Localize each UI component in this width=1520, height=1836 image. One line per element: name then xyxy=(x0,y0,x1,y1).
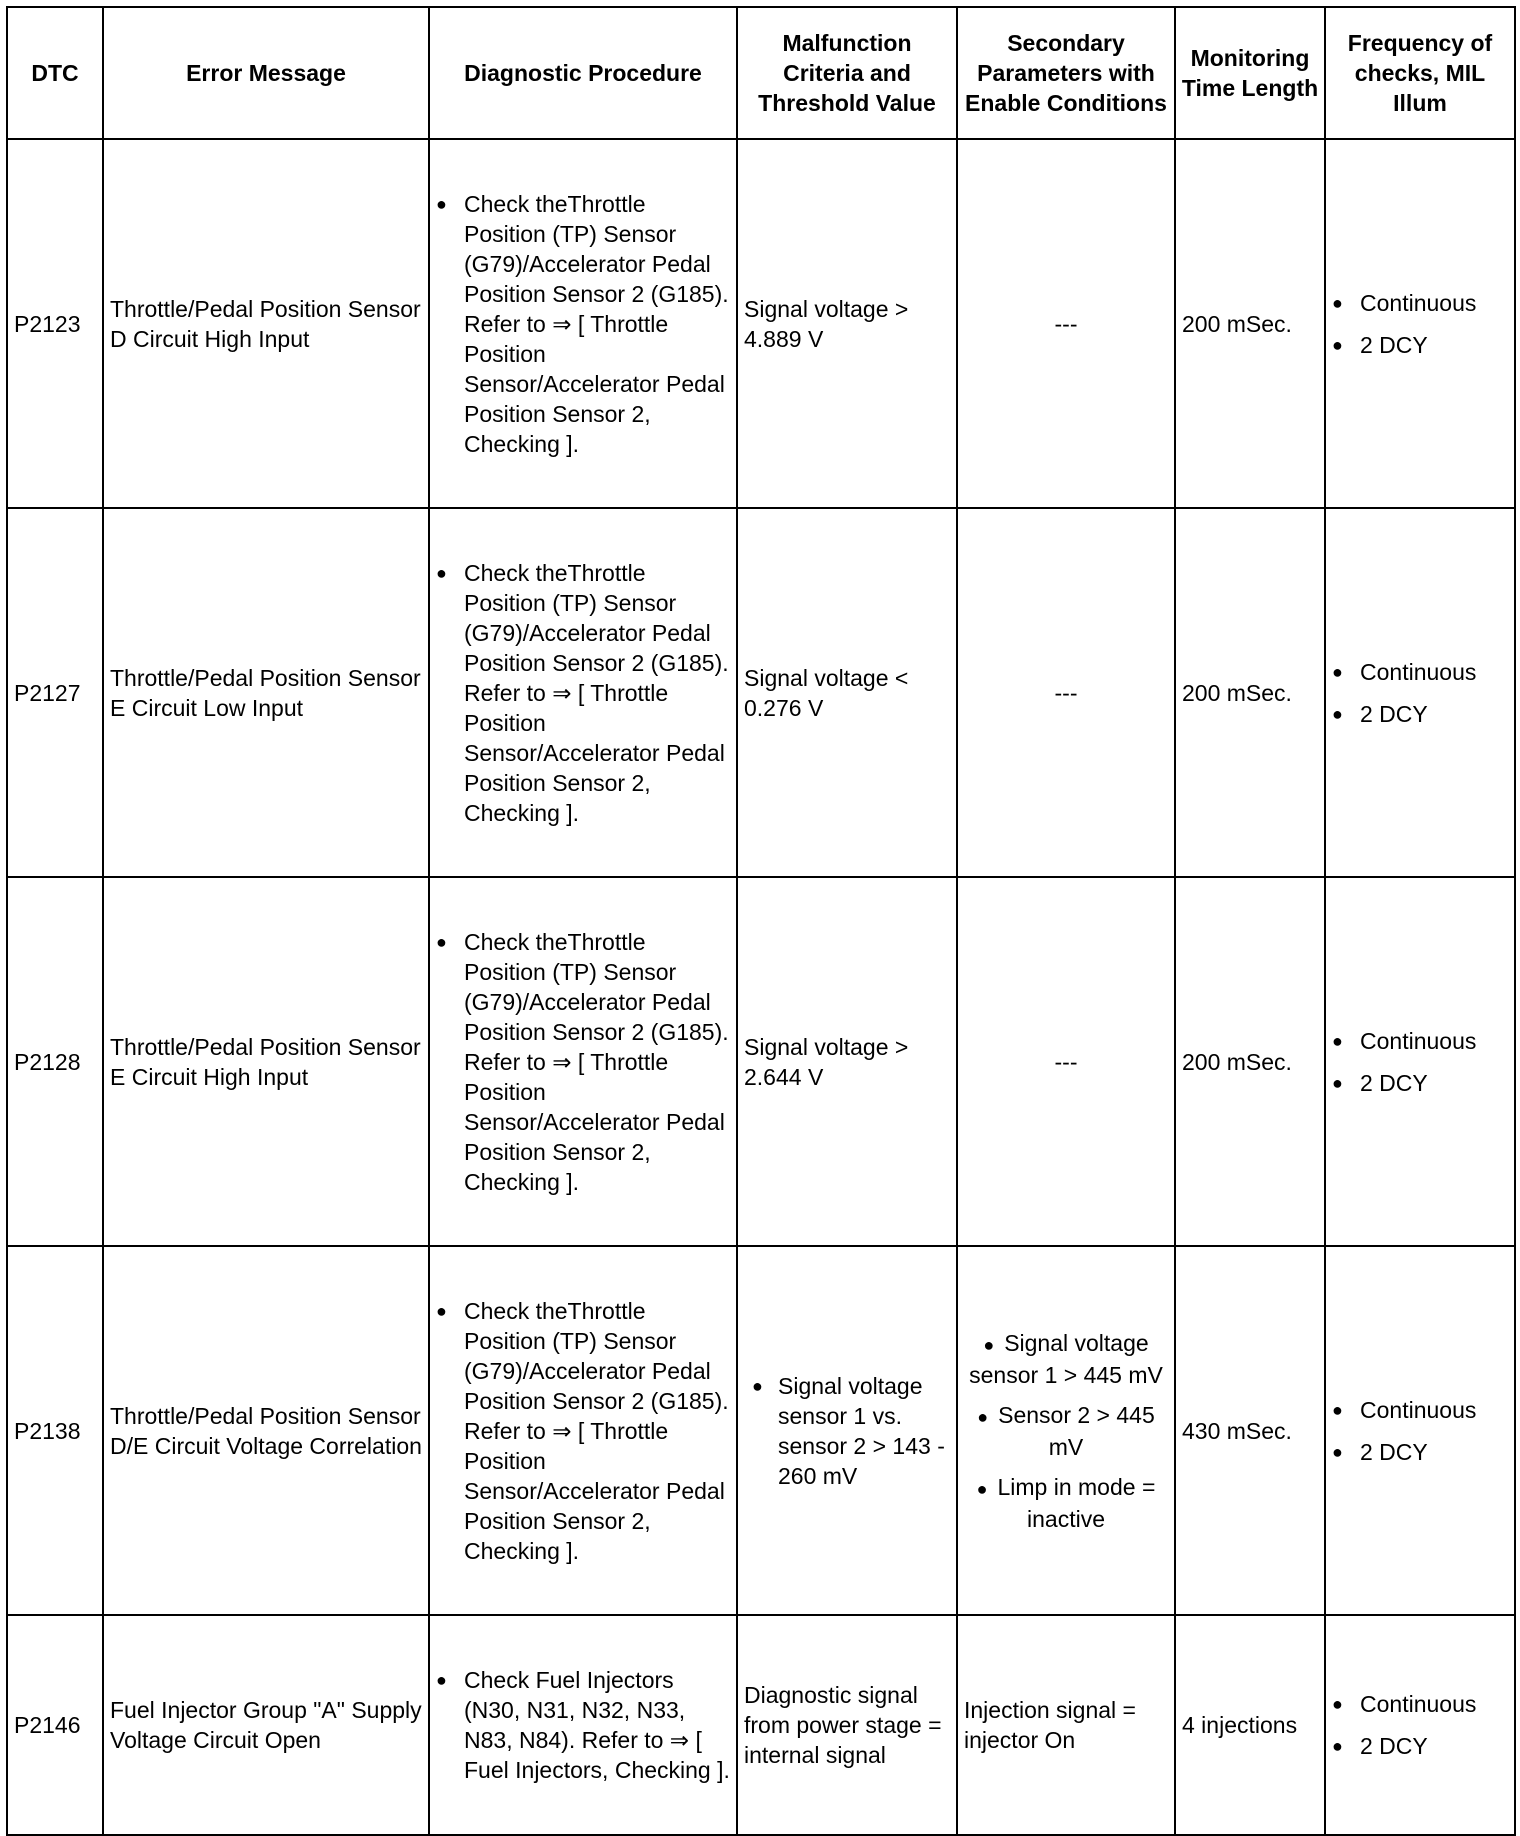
frequency-item: 2 DCY xyxy=(1360,1069,1428,1096)
frequency-cell xyxy=(1325,139,1515,508)
frequency-item: Continuous xyxy=(1360,658,1477,685)
procedure-text: Check theThrottle Position (TP) Sensor (G79)/Accelerator Pedal Position Sensor 2 (G185). Refer to ⇒ [ Throttle Position Sensor/Accelerator Pedal Position Sensor 2, Checking ]. xyxy=(464,190,729,457)
monitoring-time: 200 mSec. xyxy=(1175,139,1325,508)
secondary-item: Sensor 2 > 445 mV xyxy=(998,1401,1155,1460)
bullet-icon: ● xyxy=(1332,1441,1343,1462)
frequency-item: Continuous xyxy=(1360,1691,1477,1717)
dtc-code: P2128 xyxy=(7,877,103,1246)
table-row xyxy=(7,139,1515,508)
list-item xyxy=(964,1400,1168,1462)
dtc-table xyxy=(6,6,1516,1836)
header-row xyxy=(7,7,1515,139)
header-frequency: Frequency of checks, MIL Illum xyxy=(1325,7,1515,139)
diagnostic-procedure xyxy=(429,508,737,877)
bullet-icon: ● xyxy=(436,193,447,214)
criteria-text: Signal voltage sensor 1 vs. sensor 2 > 143 - 260 mV xyxy=(778,1372,945,1489)
dtc-code: P2146 xyxy=(7,1615,103,1835)
dtc-code: P2123 xyxy=(7,139,103,508)
list-item xyxy=(1332,1026,1508,1056)
bullet-icon: ● xyxy=(1332,661,1343,682)
list-item xyxy=(436,927,730,1197)
header-secondary-parameters: Secondary Parameters with Enable Conditions xyxy=(957,7,1175,139)
diagnostic-procedure xyxy=(429,1615,737,1835)
list-item xyxy=(1332,699,1508,729)
bullet-icon: ● xyxy=(436,1670,447,1690)
bullet-icon: ● xyxy=(1332,1694,1343,1714)
list-item xyxy=(1332,288,1508,318)
frequency-item: Continuous xyxy=(1360,1396,1477,1423)
bullet-icon: ● xyxy=(436,1300,447,1321)
monitoring-time: 430 mSec. xyxy=(1175,1246,1325,1615)
error-message: Throttle/Pedal Position Sensor D Circuit High Input xyxy=(103,139,429,508)
list-item xyxy=(436,558,730,828)
bullet-icon: ● xyxy=(1332,1072,1343,1093)
malfunction-criteria: Signal voltage > 4.889 V xyxy=(737,139,957,508)
procedure-text: Check theThrottle Position (TP) Sensor (G79)/Accelerator Pedal Position Sensor 2 (G185). Refer to ⇒ [ Throttle Position Sensor/Accelerator Pedal Position Sensor 2, Checking ]. xyxy=(464,1297,729,1564)
monitoring-time: 200 mSec. xyxy=(1175,508,1325,877)
error-message: Throttle/Pedal Position Sensor D/E Circuit Voltage Correlation xyxy=(103,1246,429,1615)
list-item xyxy=(1332,1395,1508,1425)
table-row xyxy=(7,508,1515,877)
frequency-item: 2 DCY xyxy=(1360,1438,1428,1465)
diagnostic-procedure xyxy=(429,139,737,508)
malfunction-criteria xyxy=(737,1246,957,1615)
monitoring-time: 4 injections xyxy=(1175,1615,1325,1835)
error-message: Throttle/Pedal Position Sensor E Circuit High Input xyxy=(103,877,429,1246)
secondary-parameters: --- xyxy=(957,139,1175,508)
bullet-icon: ● xyxy=(436,562,447,583)
secondary-parameters: --- xyxy=(957,877,1175,1246)
header-monitoring-time: Monitoring Time Length xyxy=(1175,7,1325,139)
list-item xyxy=(1332,657,1508,687)
procedure-text: Check Fuel Injectors (N30, N31, N32, N33, N83, N84). Refer to ⇒ [ Fuel Injectors, Checking ]. xyxy=(464,1667,730,1783)
frequency-item: Continuous xyxy=(1360,1027,1477,1054)
list-item xyxy=(436,1296,730,1566)
table-row xyxy=(7,1615,1515,1835)
malfunction-criteria: Signal voltage > 2.644 V xyxy=(737,877,957,1246)
bullet-icon: ● xyxy=(1332,292,1343,313)
list-item xyxy=(964,1328,1168,1390)
procedure-text: Check theThrottle Position (TP) Sensor (G79)/Accelerator Pedal Position Sensor 2 (G185). Refer to ⇒ [ Throttle Position Sensor/Accelerator Pedal Position Sensor 2, Checking ]. xyxy=(464,928,729,1195)
list-item xyxy=(436,189,730,459)
table-row xyxy=(7,1246,1515,1615)
frequency-cell xyxy=(1325,1615,1515,1835)
frequency-cell xyxy=(1325,508,1515,877)
malfunction-criteria: Signal voltage < 0.276 V xyxy=(737,508,957,877)
secondary-item: Signal voltage sensor 1 > 445 mV xyxy=(969,1329,1163,1388)
list-item xyxy=(436,1665,730,1785)
header-diagnostic-procedure: Diagnostic Procedure xyxy=(429,7,737,139)
header-error-message: Error Message xyxy=(103,7,429,139)
bullet-icon: ● xyxy=(436,931,447,952)
diagnostic-procedure xyxy=(429,1246,737,1615)
bullet-icon: ● xyxy=(1332,1736,1343,1756)
diagnostic-procedure xyxy=(429,877,737,1246)
header-dtc: DTC xyxy=(7,7,103,139)
error-message: Throttle/Pedal Position Sensor E Circuit Low Input xyxy=(103,508,429,877)
frequency-cell xyxy=(1325,1246,1515,1615)
secondary-parameters xyxy=(957,1246,1175,1615)
bullet-icon: ● xyxy=(1332,1399,1343,1420)
table-row xyxy=(7,877,1515,1246)
bullet-icon: ● xyxy=(1332,1030,1343,1051)
header-malfunction-criteria: Malfunction Criteria and Threshold Value xyxy=(737,7,957,139)
list-item xyxy=(1332,1731,1508,1761)
bullet-icon: ● xyxy=(977,1406,989,1427)
secondary-item: Limp in mode = inactive xyxy=(997,1473,1156,1532)
bullet-icon: ● xyxy=(1332,334,1343,355)
procedure-text: Check theThrottle Position (TP) Sensor (G79)/Accelerator Pedal Position Sensor 2 (G185). Refer to ⇒ [ Throttle Position Sensor/Accelerator Pedal Position Sensor 2, Checking ]. xyxy=(464,559,729,826)
dtc-code: P2138 xyxy=(7,1246,103,1615)
secondary-parameters: --- xyxy=(957,508,1175,877)
frequency-item: 2 DCY xyxy=(1360,331,1428,358)
frequency-item: Continuous xyxy=(1360,289,1477,316)
bullet-icon: ● xyxy=(1332,703,1343,724)
monitoring-time: 200 mSec. xyxy=(1175,877,1325,1246)
frequency-cell xyxy=(1325,877,1515,1246)
list-item xyxy=(1332,330,1508,360)
list-item xyxy=(1332,1068,1508,1098)
bullet-icon: ● xyxy=(983,1334,995,1355)
secondary-parameters: Injection signal = injector On xyxy=(957,1615,1175,1835)
list-item xyxy=(964,1472,1168,1534)
list-item xyxy=(744,1371,950,1491)
frequency-item: 2 DCY xyxy=(1360,1733,1428,1759)
error-message: Fuel Injector Group "A" Supply Voltage Circuit Open xyxy=(103,1615,429,1835)
bullet-icon: ● xyxy=(752,1375,763,1396)
list-item xyxy=(1332,1689,1508,1719)
malfunction-criteria: Diagnostic signal from power stage = internal signal xyxy=(737,1615,957,1835)
frequency-item: 2 DCY xyxy=(1360,700,1428,727)
bullet-icon: ● xyxy=(976,1478,988,1499)
dtc-code: P2127 xyxy=(7,508,103,877)
list-item xyxy=(1332,1437,1508,1467)
